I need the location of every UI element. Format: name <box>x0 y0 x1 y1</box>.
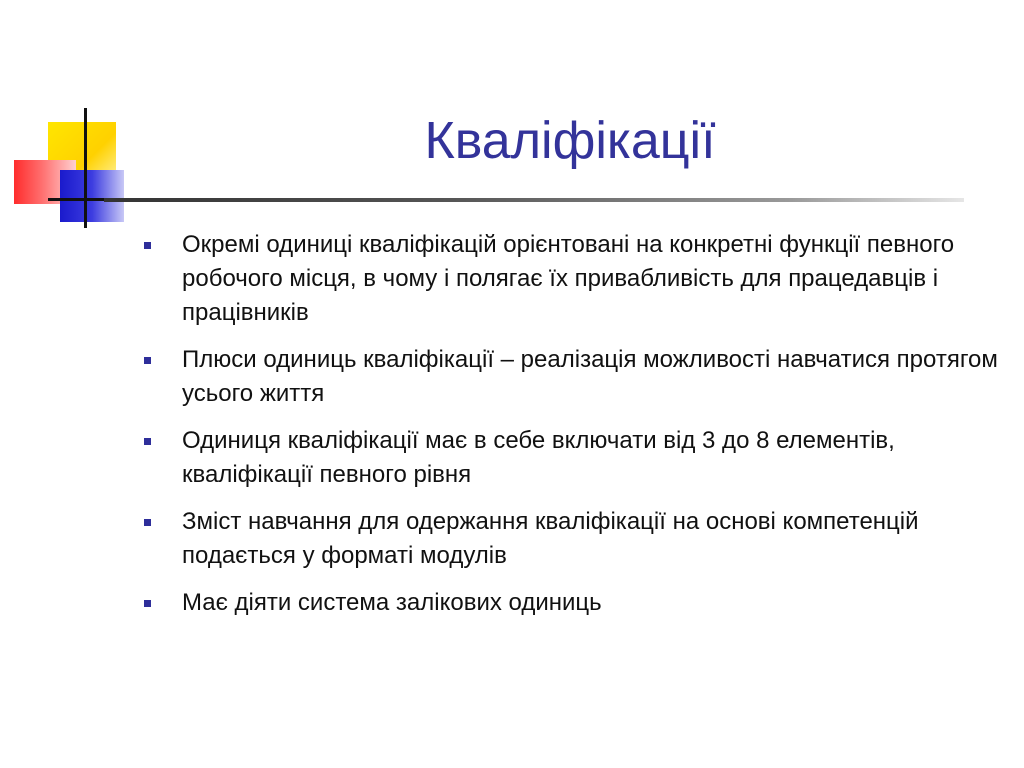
bullet-item <box>140 586 1008 620</box>
slide-title: Кваліфікації <box>424 112 716 170</box>
bullet-item <box>140 343 1008 411</box>
bullet-text: Має діяти система залікових одиниць <box>182 589 602 616</box>
square-bullet-icon <box>144 519 151 526</box>
bullet-item <box>140 505 1008 573</box>
square-bullet-icon <box>144 242 151 249</box>
bullet-text: Одиниця кваліфікації має в себе включати від 3 до 8 елементів, кваліфікації певного рівня <box>182 427 895 488</box>
square-bullet-icon <box>144 357 151 364</box>
bullet-list <box>140 228 1008 633</box>
square-bullet-icon <box>144 438 151 445</box>
bullet-text: Окремі одиниці кваліфікацій орієнтовані на конкретні функції певного робочого місця, в чому і полягає їх привабливість для працедавців і працівників <box>182 231 955 326</box>
vertical-line <box>84 108 87 228</box>
decorative-squares-logo <box>0 0 160 240</box>
horizontal-line <box>48 198 106 201</box>
title-divider <box>104 198 964 202</box>
bullet-item <box>140 228 1008 330</box>
bullet-text: Плюси одиниць кваліфікації – реалізація можливості навчатися протягом усього життя <box>182 346 998 407</box>
blue-square <box>60 170 124 222</box>
bullet-text: Зміст навчання для одержання кваліфікації на основі компетенцій подається у форматі модулів <box>182 508 919 569</box>
square-bullet-icon <box>144 600 151 607</box>
bullet-item <box>140 424 1008 492</box>
